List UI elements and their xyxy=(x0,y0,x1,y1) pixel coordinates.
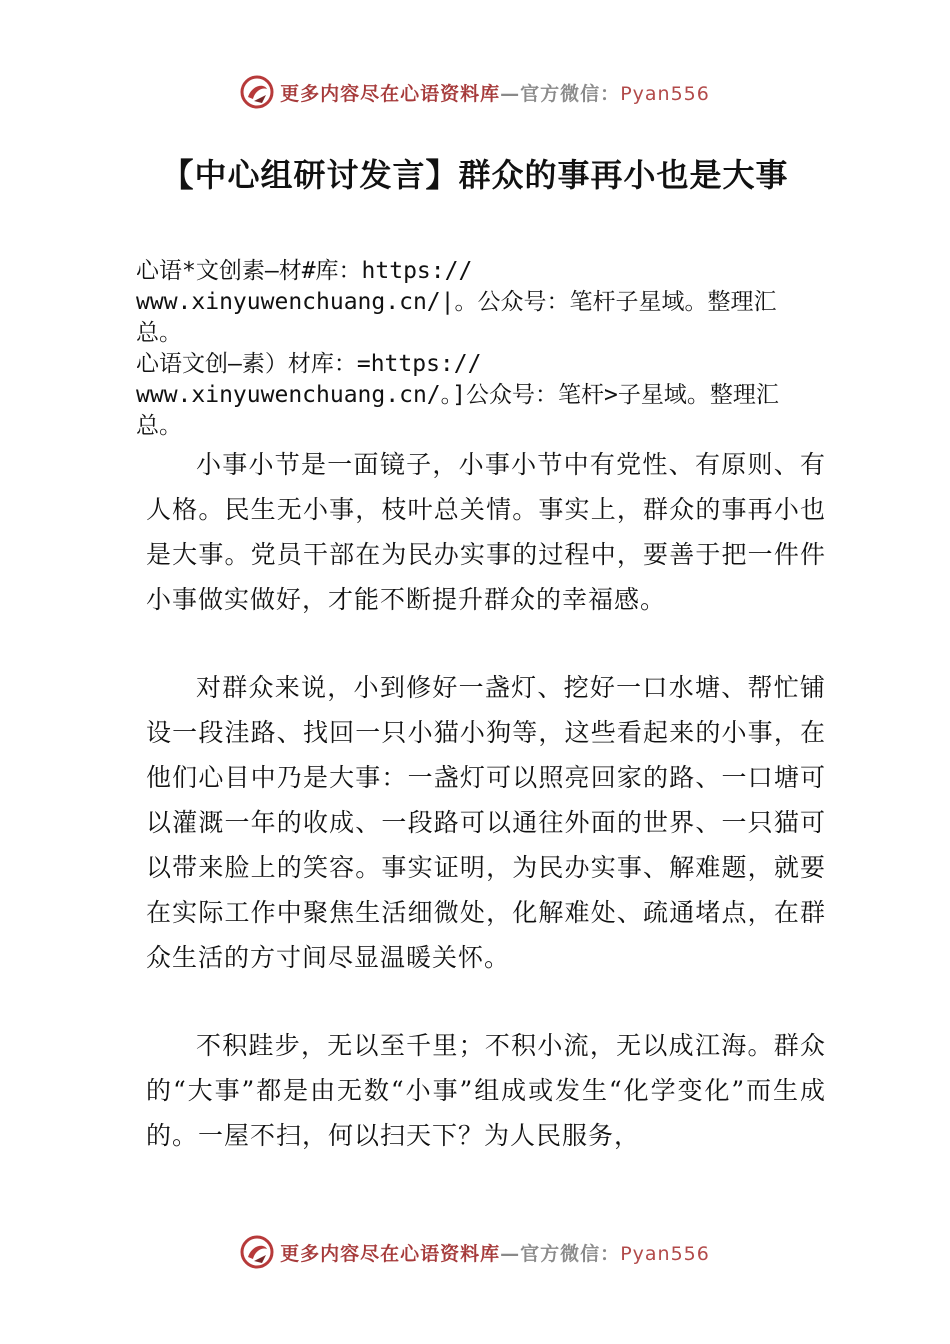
red-swirl-logo-icon xyxy=(240,1235,274,1269)
source-line: www.xinyuwenchuang.cn/。]公众号：笔杆>子星域。整理汇 xyxy=(136,382,779,408)
footer-banner xyxy=(0,1232,950,1272)
banner-text-part2: —官方微信： xyxy=(500,82,621,105)
banner-wechat-id: Pyan556 xyxy=(620,82,710,105)
source-block xyxy=(136,256,846,442)
banner-text xyxy=(280,79,710,106)
source-line: www.xinyuwenchuang.cn/|。公众号：笔杆子星域。整理汇 xyxy=(136,289,777,315)
red-swirl-logo-icon xyxy=(240,75,274,109)
body-paragraph: 对群众来说，小到修好一盏灯、挖好一口水塘、帮忙铺设一段洼路、找回一只小猫小狗等，这些看起来的小事，在他们心目中乃是大事：一盏灯可以照亮回家的路、一口塘可以灌溉一年的收成、一段路可以通往外面的世界、一只猫可以带来脸上的笑容。事实证明，为民办实事、解难题，就要在实际工作中聚焦生活细微处，化解难处、疏通堵点，在群众生活的方寸间尽显温暖关怀。 xyxy=(146,673,826,972)
document-title: 【中心组研讨发言】群众的事再小也是大事 xyxy=(161,156,789,194)
banner-text-part2: —官方微信： xyxy=(500,1242,621,1265)
source-line: 总。 xyxy=(136,320,182,346)
body-paragraph: 小事小节是一面镜子，小事小节中有党性、有原则、有人格。民生无小事，枝叶总关情。事实上，群众的事再小也是大事。党员干部在为民办实事的过程中，要善于把一件件小事做实做好，才能不断提升群众的幸福感。 xyxy=(146,450,826,614)
body-paragraph: 不积跬步，无以至千里；不积小流，无以成江海。群众的“大事”都是由无数“小事”组成或发生“化学变化”而生成的。一屋不扫，何以扫天下？为人民服务， xyxy=(146,1031,826,1150)
source-line: 心语文创—素）材库：=https:// xyxy=(136,351,482,377)
banner-text-part1: 更多内容尽在心语资料库 xyxy=(280,1242,501,1265)
source-line: 心语*文创素—材#库：https:// xyxy=(136,258,473,284)
banner-text-part1: 更多内容尽在心语资料库 xyxy=(280,82,501,105)
banner-wechat-id: Pyan556 xyxy=(620,1242,710,1265)
header-banner xyxy=(0,72,950,112)
banner-text xyxy=(280,1239,710,1266)
document-body xyxy=(146,442,826,1201)
source-line: 总。 xyxy=(136,413,182,439)
